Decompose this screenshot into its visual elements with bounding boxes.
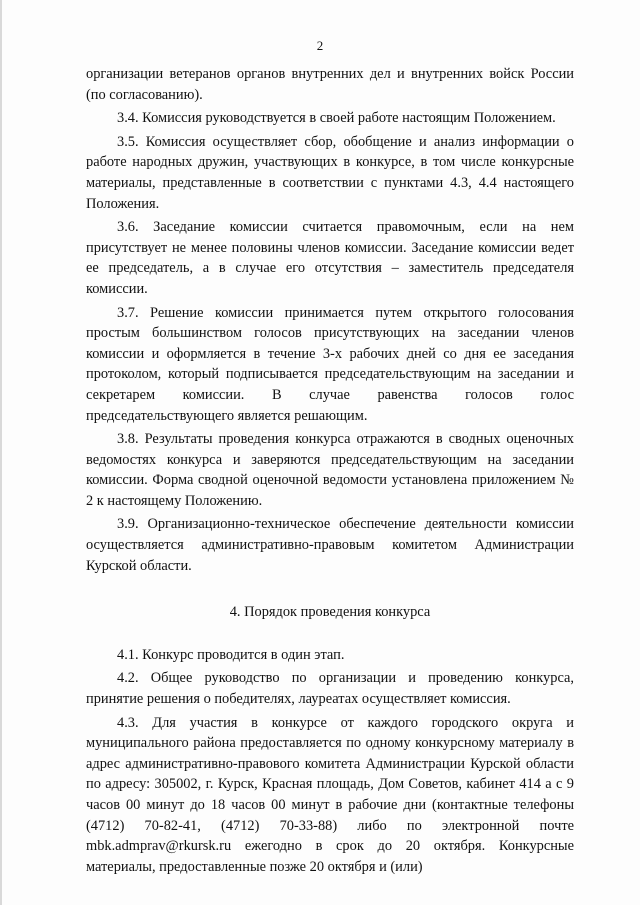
document-body xyxy=(86,64,574,877)
paragraph-3-5: 3.5. Комиссия осуществляет сбор, обобщение и анализ информации о работе народных дружин, участвующих в конкурсе, в том числе конкурсные материалы, представленные в соответствии с пунктами 4.3, 4.4 настоящего Положения. xyxy=(86,133,574,212)
paragraph-4-1: 4.1. Конкурс проводится в один этап. xyxy=(117,646,345,663)
page-number: 2 xyxy=(316,38,324,53)
paragraph-3-9: 3.9. Организационно-техническое обеспечение деятельности комиссии осуществляется административно-правовым комитетом Администрации Курской области. xyxy=(86,516,574,574)
scan-edge xyxy=(0,0,2,905)
paragraph-4-3: 4.3. Для участия в конкурсе от каждого городского округа и муниципального района предоставляется по одному конкурсному материалу в адрес административно-правового комитета Администрации Курской области по адресу: 305002, г. Курск, Красная площадь, Дом Советов, кабинет 414 а с 9 часов 00 минут до 18 часов 00 минут в рабочие дни (контактные телефоны (4712) 70-82-41, (4712) 70-33-88) либо по электронной почте mbk.admprav@rkursk.ru ежегодно в срок до 20 октября. Конкурсные материалы, предоставленные позже 20 октября и (или) xyxy=(86,714,574,875)
paragraph-3-6: 3.6. Заседание комиссии считается правомочным, если на нем присутствует не менее половины членов комиссии. Заседание комиссии ведет ее председатель, а в случае его отсутствия – заместитель председателя комиссии. xyxy=(86,219,574,297)
paragraph-4-2: 4.2. Общее руководство по организации и проведению конкурса, принятие решения о победителях, лауреатах осуществляет комиссия. xyxy=(86,670,574,708)
paragraph-3-4: 3.4. Комиссия руководствуется в своей работе настоящим Положением. xyxy=(117,110,556,127)
paragraph-continuation: организации ветеранов органов внутренних дел и внутренних войск России (по согласованию). xyxy=(86,66,574,103)
paragraph-3-8: 3.8. Результаты проведения конкурса отражаются в сводных оценочных ведомостях конкурса и заверяются председательствующим на заседании комиссии. Форма сводной оценочной ведомости установлена приложением № 2 к настоящему Положению. xyxy=(86,431,574,509)
section-heading: 4. Порядок проведения конкурса xyxy=(229,604,431,621)
paragraph-3-7: 3.7. Решение комиссии принимается путем открытого голосования простым большинством голосов присутствующих на заседании членов комиссии и оформляется в течение 3-х рабочих дней со дня ее заседания протоколом, который подписывается председательствующим на заседании и секретарем комиссии. В случае равенства голосов голос председательствующего является решающим. xyxy=(86,304,574,424)
